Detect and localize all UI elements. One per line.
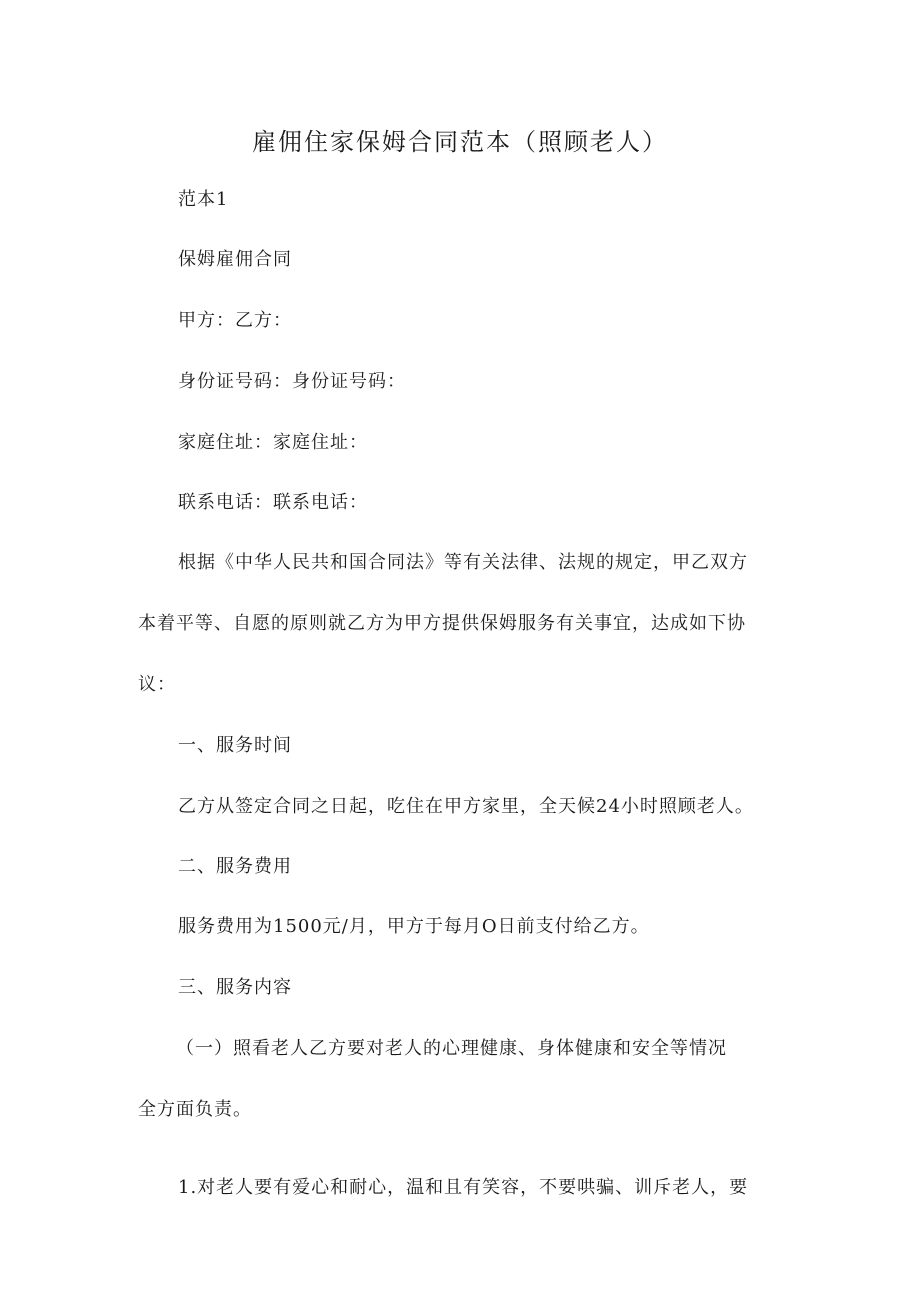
section-heading-3: 三、服务内容 [178,977,292,998]
phone-line: 联系电话：联系电话： [178,492,368,513]
id-number-line: 身份证号码：身份证号码： [178,371,406,392]
item-1-line: 1.对老人要有爱心和耐心，温和且有笑容，不要哄骗、训斥老人，要 [178,1177,749,1198]
subsection-1-line-1: （一）照看老人乙方要对老人的心理健康、身体健康和安全等情况 [176,1038,727,1059]
section-2-text: 服务费用为1500元/月，甲方于每月O日前支付给乙方。 [178,916,650,937]
section-heading-2: 二、服务费用 [178,856,292,877]
section-1-text: 乙方从签定合同之日起，吃住在甲方家里，全天候24小时照顾老人。 [178,796,754,817]
preamble-line-1: 根据《中华人民共和国合同法》等有关法律、法规的规定，甲乙双方 [178,552,748,573]
section-heading-1: 一、服务时间 [178,735,292,756]
preamble-line-3: 议： [138,674,176,695]
contract-name: 保姆雇佣合同 [178,249,292,270]
document-title: 雇佣住家保姆合同范本（照顾老人） [252,128,668,156]
preamble-line-2: 本着平等、自愿的原则就乙方为甲方提供保姆服务有关事宜，达成如下协 [138,613,746,634]
subsection-1-line-2: 全方面负责。 [138,1099,252,1120]
template-label: 范本1 [178,189,229,210]
party-line: 甲方：乙方： [178,310,292,331]
address-line: 家庭住址：家庭住址： [178,432,368,453]
